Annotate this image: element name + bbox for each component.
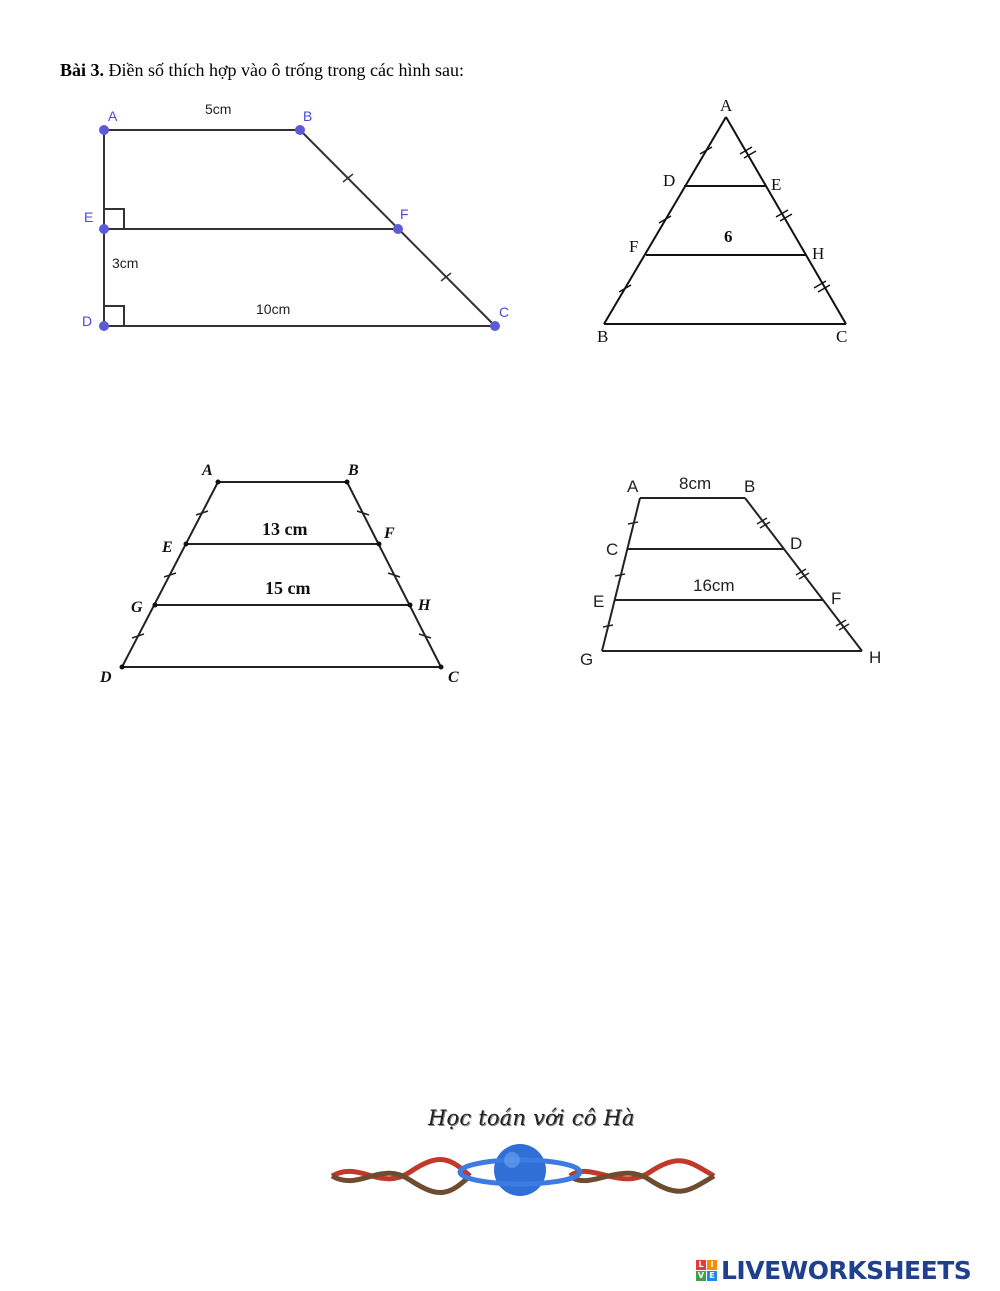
label-f-3: F bbox=[384, 525, 395, 542]
point-d bbox=[99, 321, 109, 331]
label-b: B bbox=[303, 108, 313, 124]
point-f-3 bbox=[377, 542, 382, 547]
label-b-3: B bbox=[348, 462, 359, 479]
label-e-3: E bbox=[162, 539, 173, 556]
point-b-3 bbox=[345, 480, 350, 485]
logo-letter-i: I bbox=[707, 1260, 717, 1270]
brand-signature: Học toán với cô Hà bbox=[428, 1106, 635, 1130]
length-ab: 5cm bbox=[205, 101, 232, 117]
length-ab-4: 8cm bbox=[679, 474, 712, 493]
point-c-3 bbox=[439, 665, 444, 670]
label-d-4: D bbox=[790, 534, 803, 553]
decorative-ornament bbox=[332, 1144, 714, 1196]
label-h-3: H bbox=[418, 597, 431, 614]
point-a bbox=[99, 125, 109, 135]
figure-trapezoid-3 bbox=[122, 482, 441, 667]
liveworksheets-icon bbox=[696, 1260, 717, 1281]
label-c-3: C bbox=[448, 669, 459, 686]
label-a-3: A bbox=[202, 462, 213, 479]
label-e-2: E bbox=[771, 175, 782, 194]
label-a-2: A bbox=[720, 96, 733, 115]
point-e-3 bbox=[184, 542, 189, 547]
liveworksheets-wordmark: LIVEWORKSHEETS bbox=[721, 1255, 972, 1285]
label-a-4: A bbox=[627, 477, 639, 496]
length-ed: 3cm bbox=[112, 255, 139, 271]
label-d-3: D bbox=[100, 669, 112, 686]
tick-ce-4 bbox=[615, 574, 625, 576]
length-ef-4: 16cm bbox=[693, 576, 735, 595]
tick-fb bbox=[619, 285, 631, 292]
tick-ad bbox=[700, 147, 712, 154]
tick-ac-4 bbox=[628, 522, 638, 524]
point-g-3 bbox=[153, 603, 158, 608]
label-h-2: H bbox=[812, 244, 825, 263]
label-f-4: F bbox=[831, 589, 842, 608]
label-f: F bbox=[400, 206, 409, 222]
label-g-4: G bbox=[580, 650, 594, 669]
label-b-2: B bbox=[597, 327, 609, 346]
label-c-2: C bbox=[836, 327, 848, 346]
liveworksheets-logo bbox=[696, 1255, 971, 1285]
point-e bbox=[99, 224, 109, 234]
tick-eh-1 bbox=[776, 210, 788, 217]
label-c-4: C bbox=[606, 540, 619, 559]
length-gh-3: 15 cm bbox=[265, 578, 311, 598]
label-d: D bbox=[82, 313, 93, 329]
logo-letter-v: V bbox=[697, 1270, 705, 1280]
tick-eg-4 bbox=[603, 625, 613, 627]
length-fh: 6 bbox=[724, 227, 733, 246]
label-d-2: D bbox=[663, 171, 676, 190]
point-f bbox=[393, 224, 403, 234]
exercise-label: Bài 3. bbox=[60, 60, 105, 80]
planet-icon bbox=[494, 1144, 546, 1196]
label-c: C bbox=[499, 304, 510, 320]
label-g-3: G bbox=[131, 599, 143, 616]
label-b-4: B bbox=[744, 477, 756, 496]
point-c bbox=[490, 321, 500, 331]
label-h-4: H bbox=[869, 648, 882, 667]
length-ef-3: 13 cm bbox=[262, 519, 308, 539]
figure-trapezoid-4 bbox=[602, 498, 862, 651]
point-d-3 bbox=[120, 665, 125, 670]
exercise-instruction: Điền số thích hợp vào ô trống trong các hình sau: bbox=[108, 60, 464, 80]
label-e-4: E bbox=[593, 592, 605, 611]
logo-letter-e: E bbox=[707, 1271, 717, 1281]
point-h-3 bbox=[408, 603, 413, 608]
label-f-2: F bbox=[629, 237, 639, 256]
point-b bbox=[295, 125, 305, 135]
figure-right-trapezoid bbox=[104, 130, 495, 326]
logo-letter-l: L bbox=[696, 1260, 706, 1270]
label-a: A bbox=[108, 108, 118, 124]
label-e: E bbox=[84, 209, 94, 225]
segment-ab-2 bbox=[604, 117, 726, 324]
segment-ac-2 bbox=[726, 117, 846, 324]
point-a-3 bbox=[216, 480, 221, 485]
length-dc: 10cm bbox=[256, 301, 291, 317]
figure-triangle bbox=[604, 117, 846, 324]
